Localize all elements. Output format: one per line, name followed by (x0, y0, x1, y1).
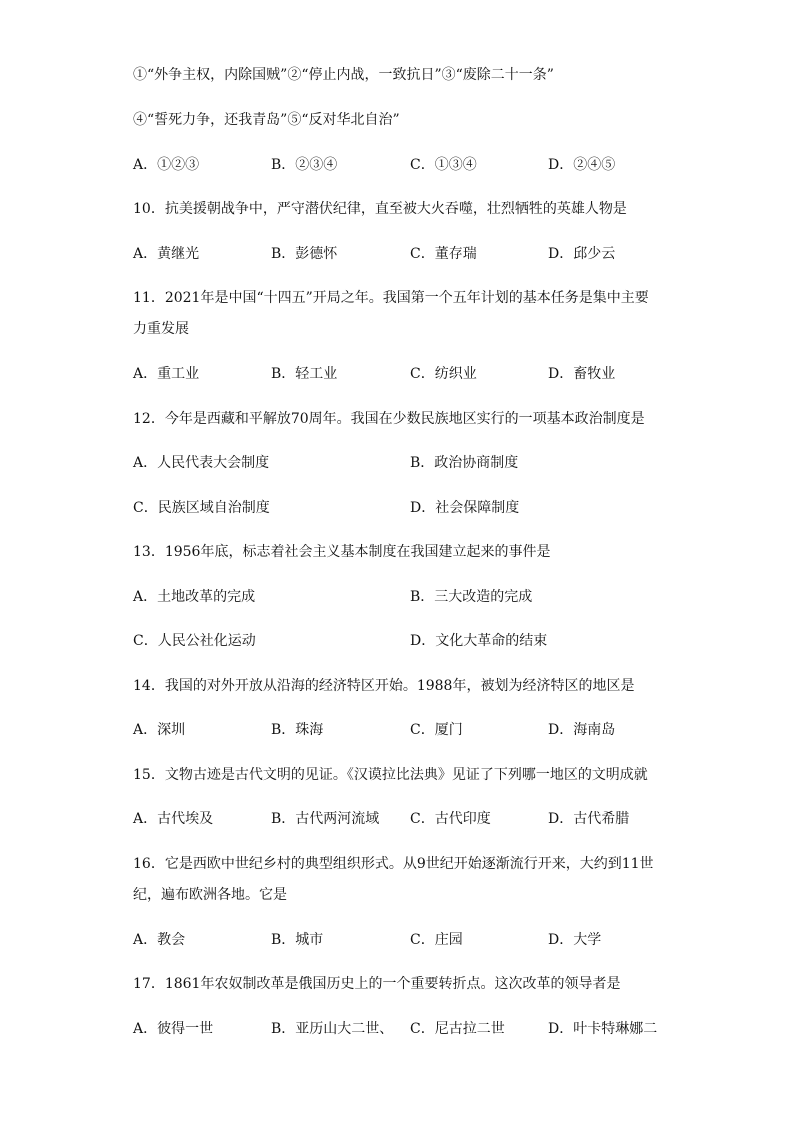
q13-option-b: B．三大改造的完成 (410, 589, 533, 605)
q15-option-c: C．古代印度 (410, 811, 491, 827)
q10-option-c: C．董存瑞 (410, 246, 477, 262)
q11-option-b: B．轻工业 (271, 366, 338, 382)
q11-stem-line1: 11．2021年是中国“十四五”开局之年。我国第一个五年计划的基本任务是集中主要 (133, 290, 649, 306)
q14-option-d: D．海南岛 (548, 722, 616, 738)
q12-stem: 12．今年是西藏和平解放70周年。我国在少数民族地区实行的一项基本政治制度是 (133, 411, 645, 427)
q9-option-c: C．①③④ (410, 157, 477, 173)
q11-option-d: D．畜牧业 (548, 366, 616, 382)
q17-stem: 17．1861年农奴制改革是俄国历史上的一个重要转折点。这次改革的领导者是 (133, 976, 621, 992)
q14-option-a: A．深圳 (133, 722, 186, 738)
q9-items-line2: ④“誓死力争，还我青岛”⑤“反对华北自治” (133, 112, 400, 128)
q16-option-a: A．教会 (133, 932, 186, 948)
q15-option-d: D．古代希腊 (548, 811, 630, 827)
q17-option-c: C．尼古拉二世 (410, 1021, 505, 1037)
q13-option-c: C．人民公社化运动 (133, 633, 256, 649)
q9-option-a: A．①②③ (133, 157, 200, 173)
q16-stem-line1: 16．它是西欧中世纪乡村的典型组织形式。从9世纪开始逐渐流行开来，大约到11世 (133, 856, 654, 872)
q13-option-a: A．土地改革的完成 (133, 589, 256, 605)
q17-option-d: D．叶卡特琳娜二 (548, 1021, 658, 1037)
q14-option-b: B．珠海 (271, 722, 324, 738)
q14-option-c: C．厦门 (410, 722, 463, 738)
q10-stem: 10．抗美援朝战争中，严守潜伏纪律，直至被大火吞噬，壮烈牺牲的英雄人物是 (133, 201, 627, 217)
q15-stem: 15．文物古迹是古代文明的见证。《汉谟拉比法典》见证了下列哪一地区的文明成就 (133, 767, 648, 783)
q9-items-line1: ①“外争主权，内除国贼”②“停止内战，一致抗日”③“废除二十一条” (133, 67, 554, 83)
q11-stem-line2: 力重发展 (133, 321, 189, 337)
q13-stem: 13．1956年底，标志着社会主义基本制度在我国建立起来的事件是 (133, 544, 551, 560)
q10-option-a: A．黄继光 (133, 246, 200, 262)
q10-option-d: D．邱少云 (548, 246, 616, 262)
q14-stem: 14．我国的对外开放从沿海的经济特区开始。1988年，被划为经济特区的地区是 (133, 678, 635, 694)
q16-option-b: B．城市 (271, 932, 324, 948)
q15-option-a: A．古代埃及 (133, 811, 214, 827)
q9-option-b: B．②③④ (271, 157, 338, 173)
q13-option-d: D．文化大革命的结束 (410, 633, 548, 649)
q12-option-c: C．民族区域自治制度 (133, 500, 270, 516)
q16-option-c: C．庄园 (410, 932, 463, 948)
q17-option-b: B．亚历山大二世、 (271, 1021, 394, 1037)
q10-option-b: B．彭德怀 (271, 246, 338, 262)
q9-option-d: D．②④⑤ (548, 157, 616, 173)
q16-option-d: D．大学 (548, 932, 602, 948)
q12-option-d: D．社会保障制度 (410, 500, 520, 516)
q16-stem-line2: 纪，遍布欧洲各地。它是 (133, 887, 287, 903)
q15-option-b: B．古代两河流域 (271, 811, 380, 827)
q11-option-c: C．纺织业 (410, 366, 477, 382)
q12-option-a: A．人民代表大会制度 (133, 455, 270, 471)
q11-option-a: A．重工业 (133, 366, 200, 382)
q17-option-a: A．彼得一世 (133, 1021, 214, 1037)
q12-option-b: B．政治协商制度 (410, 455, 519, 471)
